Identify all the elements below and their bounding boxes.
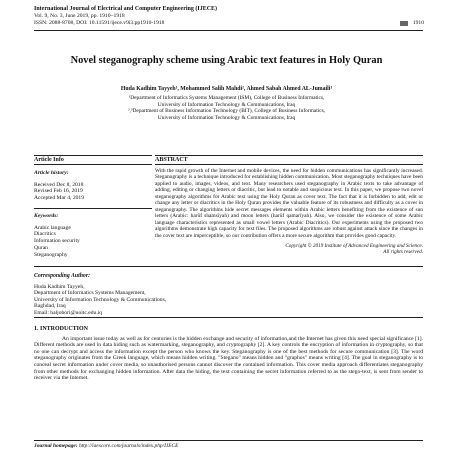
page-number: 1910 [412,20,424,26]
article-info [34,157,154,259]
copyright-line: Copyright © 2019 Institute of Advanced Engineering and Science. [285,243,423,249]
affiliations [40,95,413,121]
article-info-heading: Article Info [34,157,64,163]
info-mid-rule [34,208,152,209]
keywords-heading: Keywords: [34,212,59,219]
abstract [155,157,423,256]
corresponding-line: Baghdad, Iraq [34,303,66,310]
journal-name: International Journal of Electrical and Computer Engineering (IJECE) [34,6,218,12]
journal-footer [34,443,423,449]
footer-label: Journal homepage: [34,443,78,449]
corresponding-line: Department of Informatics Systems Management, [34,290,146,297]
introduction-heading: 1. INTRODUCTION [34,326,89,332]
affiliation-line: ²,³Department of Business Information Technology (BIT), College of Business Informatics, [127,108,326,115]
abstract-heading: ABSTRACT [155,157,188,163]
corresponding-author [34,273,234,317]
header-rule [34,30,423,31]
article-history-heading: Article history: [34,169,69,176]
paper-authors: Huda Kadhim Tayyeh¹, Mohammed Salih Mahdi², Ahmed Sabah Ahmed AL-Jumaili³ [120,86,333,92]
introduction [34,326,423,382]
keyword: Information security [34,238,80,245]
article-history [34,182,154,202]
corresponding-heading: Corresponding Author: [34,273,91,279]
abstract-bottom-rule [34,266,423,267]
info-top-rule [34,155,152,156]
abstract-text: With the rapid growth of the Internet and mobile devices, the need for hidden communications has significantly increased. Steganography is a technique introduced for establishing hidden communication. Most steganography techniques have been applied to audio, images, videos, and text. Many researchers used steganography in Arabic texts to take advantage of adding, editing or changing letters or diacritic, but lead to notable and suspicious text. In this paper, we propose two novel steganography algorithms for Arabic text using the Holy Quran as cover text. The fact that it is forbidden to add, edit or change any letter or diacritics in the Holy Quran provides the valuable feature of its robustness and difficulty as a cover in steganography. The algorithms hide secret messages elements within Arabic letters benefiting from the existence of sun letters (Arabic: harūf shamsīyah) and moon letters (harūf qamarīyah). Also, we consider the existence of some Arabic language characteristics represented as small vowel letters (Arabic Diacritics). Our experiments using the proposed two algorithms demonstrate high capacity for text files. The proposed algorithms are robust against attack since the changes in the cover text are imperceptible, so our contribution offers a more secure algorithm that provides good capacity. [155,167,423,239]
keyword-list [34,225,154,259]
keyword: Steganography [34,251,68,258]
footer-rule [34,440,423,441]
keyword: Arabic language [34,224,71,231]
corresponding-line: Huda Kadhim Tayyeh, [34,283,85,290]
history-accepted: Accepted Mar 4, 2019 [34,195,85,202]
abstract-top-rule [155,155,423,156]
history-revised: Revised Feb 16, 2019 [34,188,83,195]
paper-title: Novel steganography scheme using Arabic text features in Holy Quran [70,55,383,66]
journal-issn: ISSN: 2088-8708, DOI: 10.11591/ijece.v9i3.pp1910-1918 [34,20,165,26]
journal-volume: Vol. 9, No. 3, June 2019, pp. 1910~1918 [34,13,125,19]
page-marker-block [400,21,408,26]
affiliation-line: University of Information Technology & Communications, Iraq [157,101,296,108]
copyright-line: All rights reserved. [383,249,423,256]
corresponding-bottom-rule [34,317,423,318]
introduction-text: An important issue today as well as for centuries is the hidden exchange and security of information,and the Internet has given this need special significance [1]. Different methods are used in data hiding such as watermarking, steganography, and cryptography [2]. A key controls the encryption of information in cryptography, so that no one can decrypt and access the information except the person who knows the key. Steganography is one of the best methods for secure communication [3]. The word steganography originates from the Greek language, which means hidden writing. "Stegano" means hidden and "graphos" means writing [4]. The goal in steganography is to conceal secret information under cover media, so unauthorised persons cannot discover the contained information. This cover media approach differentiates steganography from other methods for exchanging hidden information. After data the hiding, the text containing the secret information referred to as the stego-text, is sent from sender to receiver via the Internet. [34,335,423,382]
keyword: Diacritics [34,231,56,238]
journal-homepage-link[interactable]: http://iaescore.com/journals/index.php/IJECE [78,443,179,449]
journal-header [34,6,424,27]
affiliation-line: University of Information Technology & Communications, Iraq [157,114,296,121]
copyright [155,243,423,256]
corresponding-line: University of Information Technology & Communications, [34,296,167,303]
corresponding-email: Email: haljobori@uoitc.edu.iq [34,309,103,316]
affiliation-line: ¹Department of Informatics Systems Management (ISM), College of Business Informatics, [128,95,325,101]
keyword: Quran [34,244,48,251]
history-received: Received Dec 8, 2018 [34,181,84,188]
